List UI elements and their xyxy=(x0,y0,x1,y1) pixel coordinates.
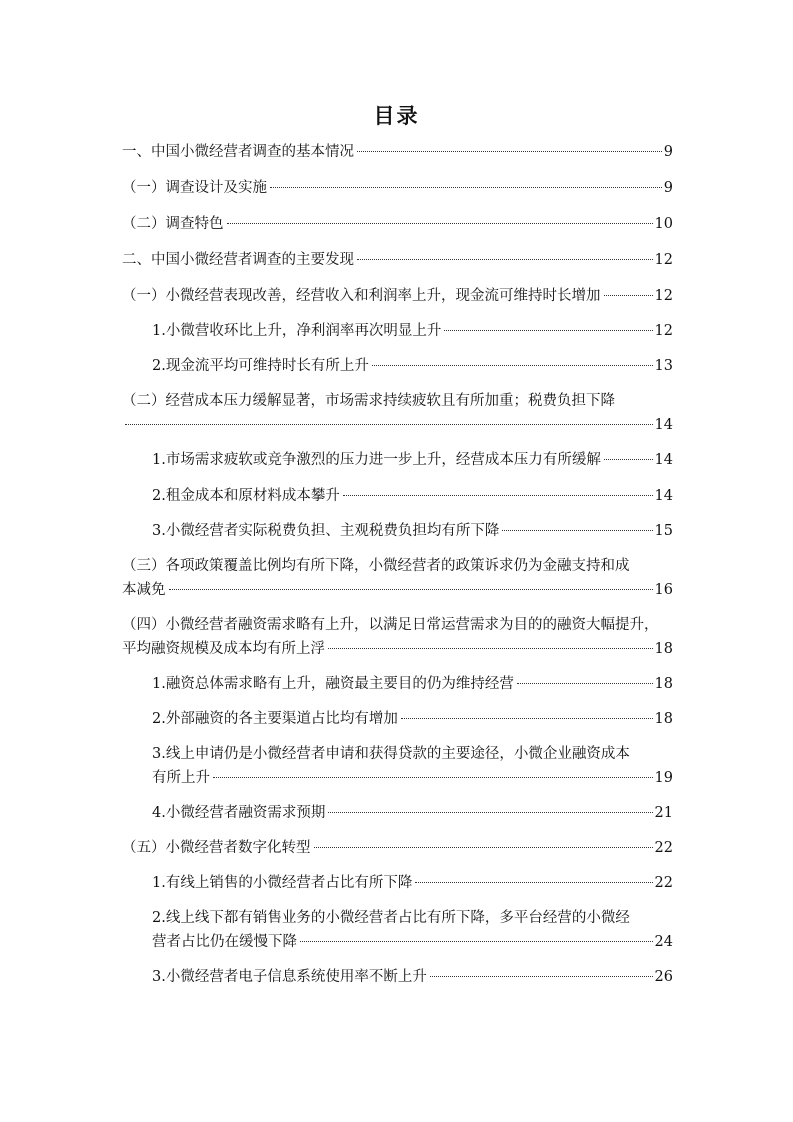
page-title: 目录 xyxy=(373,103,420,128)
toc-entry-title: 1.有线上销售的小微经营者占比有所下降 xyxy=(152,875,413,891)
toc-entry-title: （三）各项政策覆盖比例均有所下降，小微经营者的政策诉求仍为金融支持和成 xyxy=(122,558,630,574)
toc-entry[interactable] xyxy=(122,389,673,437)
toc-entry[interactable] xyxy=(122,613,673,661)
toc-entry[interactable] xyxy=(122,906,673,954)
dot-leader xyxy=(415,882,652,883)
toc-entry[interactable] xyxy=(122,319,673,343)
toc-entry[interactable] xyxy=(122,519,673,543)
toc-entry-page-number: 18 xyxy=(654,711,673,727)
dot-leader xyxy=(300,941,653,942)
toc-entry-title-continued: 平均融资规模及成本均有所上浮 xyxy=(122,641,325,657)
toc-entry-title: 1.小微营收环比上升，净利润率再次明显上升 xyxy=(152,323,442,339)
toc-entry[interactable] xyxy=(122,248,673,272)
toc-entry-page-number: 24 xyxy=(654,934,673,950)
dot-leader xyxy=(444,330,652,331)
toc-entry-page-number: 12 xyxy=(654,288,673,304)
toc-entry-title: 二、中国小微经营者调查的主要发现 xyxy=(122,252,354,268)
dot-leader xyxy=(502,530,652,531)
toc-entry-page-number: 9 xyxy=(663,144,673,160)
toc-entry-title-continued: 有所上升 xyxy=(152,770,210,786)
dot-leader xyxy=(343,495,653,496)
toc-entry-page-number: 14 xyxy=(654,452,673,468)
toc-entry-title: 3.线上申请仍是小微经营者申请和获得贷款的主要途径，小微企业融资成本 xyxy=(152,746,630,762)
toc-entry-page-number: 22 xyxy=(654,875,673,891)
toc-entry-page-number: 16 xyxy=(654,582,673,598)
dot-leader xyxy=(213,777,653,778)
toc-entry[interactable] xyxy=(122,672,673,696)
toc-entry-title: （一）小微经营表现改善，经营收入和利润率上升，现金流可维持时长增加 xyxy=(122,288,601,304)
toc-entry-page-number: 12 xyxy=(654,252,673,268)
dot-leader xyxy=(517,683,653,684)
dot-leader xyxy=(270,187,662,188)
toc-entry-title: 2.现金流平均可维持时长有所上升 xyxy=(152,358,369,374)
toc-entry[interactable] xyxy=(122,707,673,731)
toc-entry-page-number: 14 xyxy=(654,488,673,504)
toc-entry-title: 1.融资总体需求略有上升，融资最主要目的仍为维持经营 xyxy=(152,676,514,692)
dot-leader xyxy=(401,718,653,719)
toc-entry[interactable] xyxy=(122,354,673,378)
toc-entry-title: 4.小微经营者融资需求预期 xyxy=(152,805,326,821)
toc-entry-title-continued: 本减免 xyxy=(122,582,166,598)
toc-entry-page-number: 19 xyxy=(654,770,673,786)
dot-leader xyxy=(357,151,662,152)
toc-entry-page-number: 10 xyxy=(654,216,673,232)
dot-leader xyxy=(328,812,652,813)
toc-entry[interactable] xyxy=(122,554,673,602)
toc-entry-title: 2.外部融资的各主要渠道占比均有增加 xyxy=(152,711,398,727)
toc-entry-page-number: 15 xyxy=(654,523,673,539)
toc-entry-title: （二）调查特色 xyxy=(122,216,224,232)
dot-leader xyxy=(169,589,653,590)
toc-entry-title: （一）调查设计及实施 xyxy=(122,180,267,196)
dot-leader xyxy=(604,459,653,460)
toc-entry-page-number: 9 xyxy=(663,180,673,196)
toc-entry[interactable] xyxy=(122,836,673,860)
toc-entry-page-number: 12 xyxy=(654,323,673,339)
toc-entry[interactable] xyxy=(122,742,673,790)
toc-entry-page-number: 21 xyxy=(654,805,673,821)
toc-entry[interactable] xyxy=(122,484,673,508)
toc-entry-page-number: 18 xyxy=(654,676,673,692)
dot-leader xyxy=(328,648,653,649)
toc-entry[interactable] xyxy=(122,965,673,989)
dot-leader xyxy=(314,847,653,848)
toc-entry[interactable] xyxy=(122,871,673,895)
toc-entry[interactable] xyxy=(122,284,673,308)
toc-entry-page-number: 26 xyxy=(654,969,673,985)
toc-entry-title-continued: 营者占比仍在缓慢下降 xyxy=(152,934,297,950)
dot-leader xyxy=(430,976,653,977)
toc-entry-title: 1.市场需求疲软或竞争激烈的压力进一步上升，经营成本压力有所缓解 xyxy=(152,452,601,468)
dot-leader xyxy=(357,259,653,260)
toc-entry-page-number: 22 xyxy=(654,840,673,856)
dot-leader xyxy=(125,424,653,425)
dot-leader xyxy=(227,223,653,224)
toc-entry-title: （四）小微经营者融资需求略有上升，以满足日常运营需求为目的的融资大幅提升， xyxy=(122,617,659,633)
toc-entry-title: （五）小微经营者数字化转型 xyxy=(122,840,311,856)
toc-entry[interactable] xyxy=(122,176,673,200)
toc-entry-title: 3.小微经营者电子信息系统使用率不断上升 xyxy=(152,969,427,985)
toc-entry-page-number: 14 xyxy=(654,417,673,433)
dot-leader xyxy=(372,365,653,366)
toc-entry[interactable] xyxy=(122,801,673,825)
toc-entry-page-number: 13 xyxy=(654,358,673,374)
dot-leader xyxy=(604,295,653,296)
toc-entry[interactable] xyxy=(122,212,673,236)
toc-entry-title: 一、中国小微经营者调查的基本情况 xyxy=(122,144,354,160)
toc-entry[interactable] xyxy=(122,448,673,472)
toc-entry-title: （二）经营成本压力缓解显著，市场需求持续疲软且有所加重；税费负担下降 xyxy=(122,393,615,409)
toc-entry-title: 3.小微经营者实际税费负担、主观税费负担均有所下降 xyxy=(152,523,500,539)
toc-entry-title: 2.租金成本和原材料成本攀升 xyxy=(152,488,340,504)
toc-entry-page-number: 18 xyxy=(654,641,673,657)
toc-entry-title: 2.线上线下都有销售业务的小微经营者占比有所下降，多平台经营的小微经 xyxy=(152,910,630,926)
toc-entry[interactable] xyxy=(122,140,673,164)
